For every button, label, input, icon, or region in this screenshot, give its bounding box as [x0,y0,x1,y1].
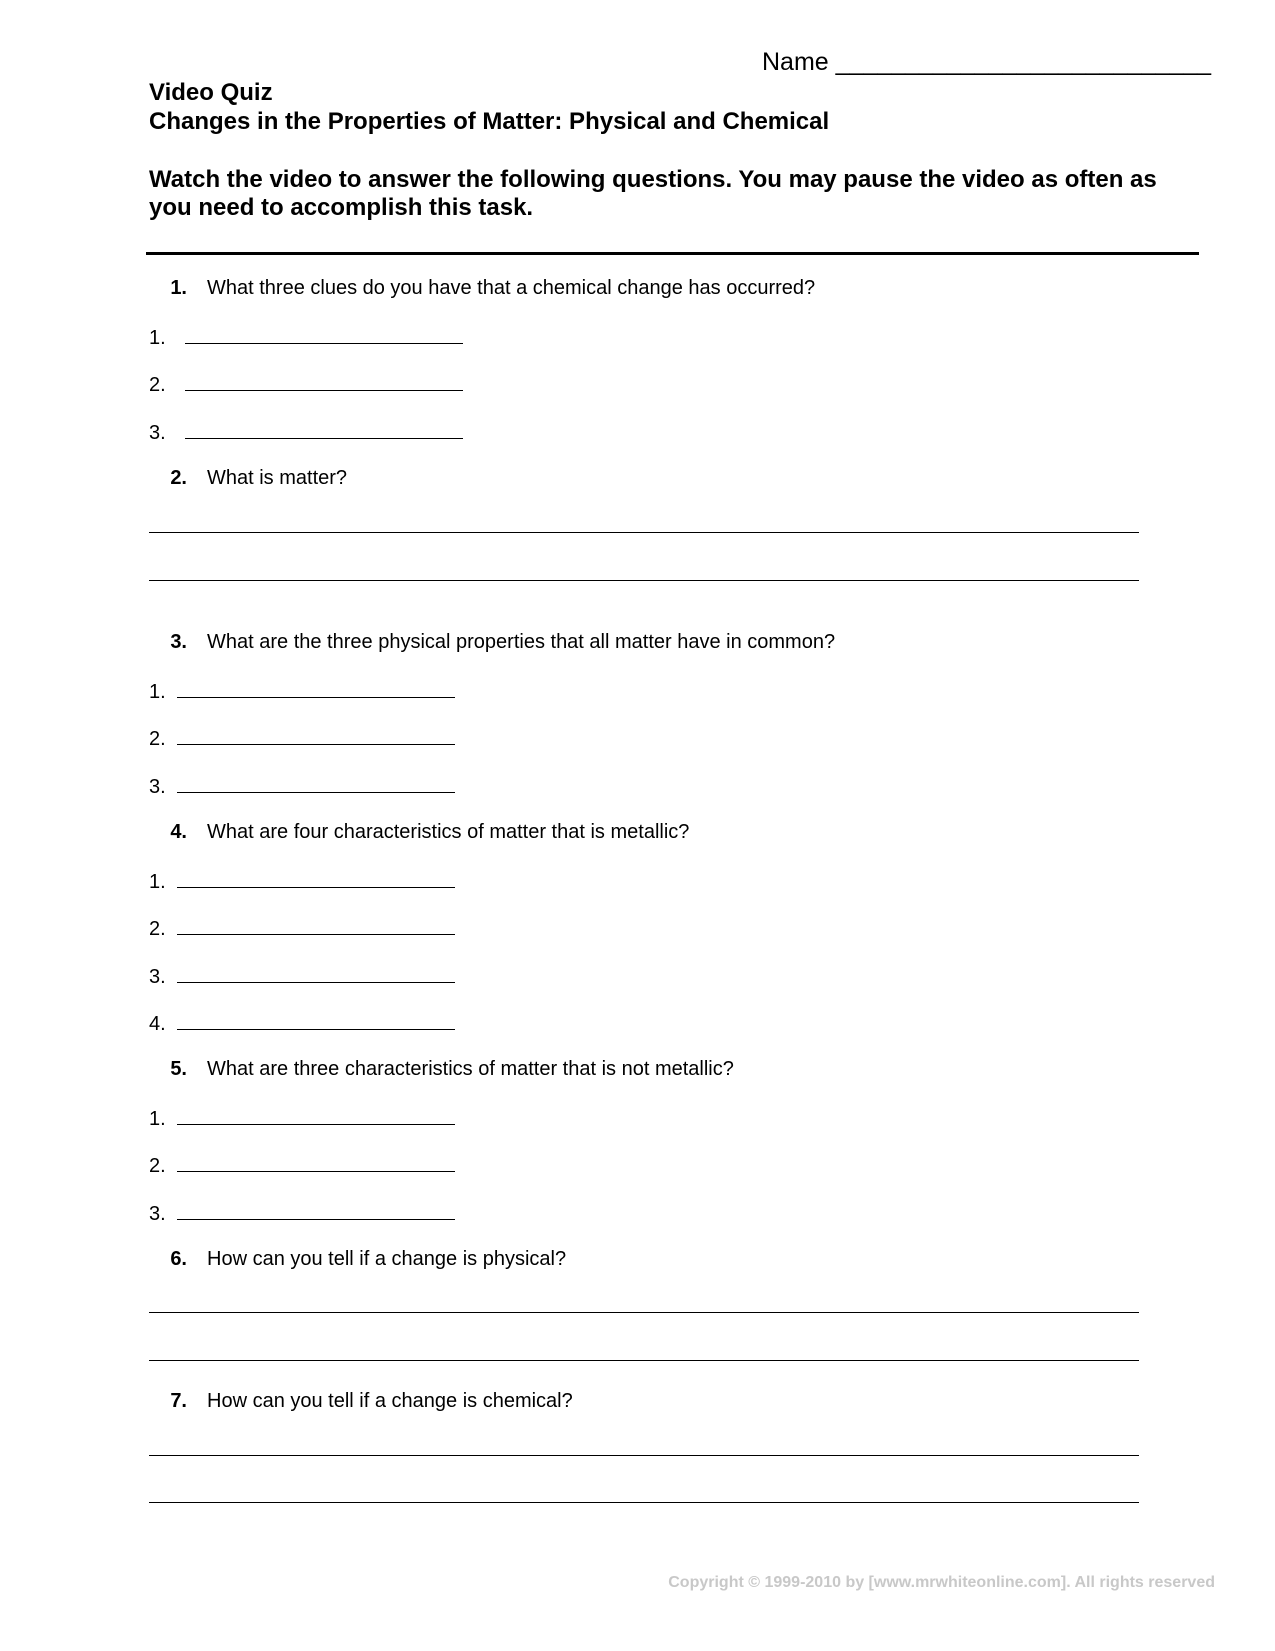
answer-item [149,964,455,989]
answer-blank[interactable] [185,420,463,439]
answer-item [149,1201,455,1226]
item-number: 1. [149,681,166,703]
quiz-subtitle: Changes in the Properties of Matter: Physical and Chemical [149,108,830,135]
item-number: 3. [149,422,166,444]
item-number: 1. [149,327,166,349]
item-number: 2. [149,728,166,750]
answer-blank[interactable] [185,325,463,344]
answer-line[interactable] [149,580,1139,581]
question-text: How can you tell if a change is chemical? [207,1390,573,1412]
answer-blank[interactable] [177,1153,455,1172]
question-1 [149,277,815,300]
answer-line[interactable] [149,1455,1139,1456]
question-number: 7. [170,1390,187,1412]
answer-item [149,1106,455,1131]
answer-item [149,916,455,941]
answer-line[interactable] [149,1312,1139,1313]
question-number: 4. [170,821,187,843]
answer-blank[interactable] [177,1201,455,1220]
item-number: 3. [149,1203,166,1225]
question-number: 5. [170,1058,187,1080]
question-3 [149,631,835,654]
item-number: 1. [149,871,166,893]
question-number: 1. [170,277,187,299]
question-text: What is matter? [207,467,348,489]
item-number: 1. [149,1108,166,1130]
answer-item [149,1011,455,1036]
answer-item [149,869,455,894]
answer-blank[interactable] [177,726,455,745]
question-5 [149,1058,734,1081]
answer-item [149,726,455,751]
item-number: 2. [149,374,166,396]
item-number: 2. [149,1155,166,1177]
item-number: 3. [149,776,166,798]
question-number: 2. [170,467,187,489]
item-number: 2. [149,918,166,940]
answer-line[interactable] [149,1360,1139,1361]
question-number: 3. [170,631,187,653]
answer-item [149,774,455,799]
quiz-title: Video Quiz [149,79,273,106]
answer-blank[interactable] [177,1106,455,1125]
name-field-label: Name ___________________________ [762,48,1212,76]
answer-line[interactable] [149,532,1139,533]
question-number: 6. [170,1248,187,1270]
question-text: What are four characteristics of matter that is metallic? [207,821,690,843]
answer-item [149,325,463,350]
question-text: What are the three physical properties that all matter have in common? [207,631,836,653]
answer-blank[interactable] [177,916,455,935]
answer-item [149,679,455,704]
answer-blank[interactable] [177,964,455,983]
answer-item [149,420,463,445]
answer-blank[interactable] [177,1011,455,1030]
question-text: What are three characteristics of matter that is not metallic? [207,1058,734,1080]
question-4 [149,821,689,844]
answer-blank[interactable] [177,774,455,793]
question-2 [149,467,347,490]
answer-item [149,372,463,397]
answer-item [149,1153,455,1178]
question-text: What three clues do you have that a chemical change has occurred? [207,277,816,299]
header-divider [146,252,1199,255]
item-number: 4. [149,1013,166,1035]
answer-line[interactable] [149,1502,1139,1503]
question-7 [149,1390,573,1413]
item-number: 3. [149,966,166,988]
copyright-notice: Copyright © 1999-2010 by [www.mrwhiteonline.com]. All rights reserved [668,1574,1215,1591]
question-6 [149,1248,566,1271]
question-text: How can you tell if a change is physical? [207,1248,567,1270]
answer-blank[interactable] [177,869,455,888]
answer-blank[interactable] [185,372,463,391]
answer-blank[interactable] [177,679,455,698]
instructions: Watch the video to answer the following questions. You may pause the video as often as you need to accomplish this task. [149,166,1157,221]
